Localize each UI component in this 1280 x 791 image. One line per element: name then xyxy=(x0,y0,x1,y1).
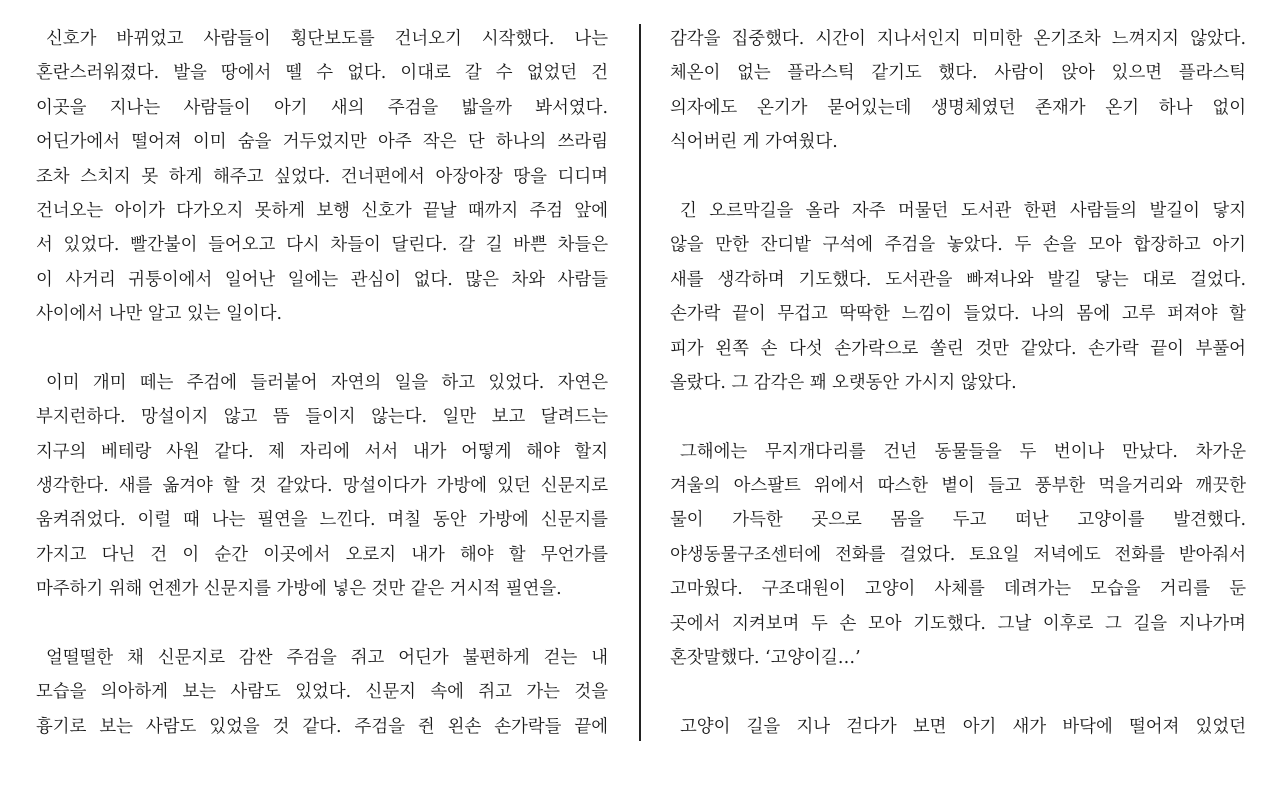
text-line: 겨울의 아스팔트 위에서 따스한 볕이 들고 풍부한 먹을거리와 깨끗한 xyxy=(670,476,1246,497)
text-line: 지구의 베테랑 사원 같다. 제 자리에 서서 내가 어떻게 해야 할지 xyxy=(36,441,608,462)
text-line: 얼떨떨한 채 신문지로 감싼 주검을 쥐고 어딘가 불편하게 걷는 내 xyxy=(46,648,608,669)
text-line: 피가 왼쪽 손 다섯 손가락으로 쏠린 것만 같았다. 손가락 끝이 부풀어 xyxy=(670,338,1246,359)
text-line: 긴 오르막길을 올라 자주 머물던 도서관 한편 사람들의 발길이 닿지 xyxy=(680,200,1246,221)
paragraph-gap xyxy=(36,332,608,366)
paragraph xyxy=(36,641,608,744)
text-line: 야생동물구조센터에 전화를 걸었다. 토요일 저녁에도 전화를 받아줘서 xyxy=(670,544,1246,565)
text-line: 가지고 다닌 건 이 순간 이곳에서 오로지 내가 해야 할 무언가를 xyxy=(36,544,608,565)
left-column xyxy=(36,22,608,744)
column-divider xyxy=(639,24,641,741)
text-line: 이 사거리 귀퉁이에서 일어난 일에는 관심이 없다. 많은 차와 사람들 xyxy=(36,269,608,290)
text-line: 곳에서 지켜보며 두 손 모아 기도했다. 그날 이후로 그 길을 지나가며 xyxy=(670,613,1246,634)
text-line: 건너오는 아이가 다가오지 못하게 보행 신호가 끝날 때까지 주검 앞에 xyxy=(36,200,608,221)
text-line: 모습을 의아하게 보는 사람도 있었다. 신문지 속에 쥐고 가는 것을 xyxy=(36,682,608,703)
paragraph xyxy=(36,366,608,607)
text-line: 부지런하다. 망설이지 않고 뜸 들이지 않는다. 일만 보고 달려드는 xyxy=(36,407,608,428)
paragraph xyxy=(36,22,608,332)
text-line: 체온이 없는 플라스틱 같기도 했다. 사람이 앉아 있으면 플라스틱 xyxy=(670,63,1246,84)
text-line: 의자에도 온기가 묻어있는데 생명체였던 존재가 온기 하나 없이 xyxy=(670,97,1246,118)
text-line: 이곳을 지나는 사람들이 아기 새의 주검을 밟을까 봐서였다. xyxy=(36,97,608,118)
text-line: 신호가 바뀌었고 사람들이 횡단보도를 건너오기 시작했다. 나는 xyxy=(46,29,608,49)
text-line: 고마웠다. 구조대원이 고양이 사체를 데려가는 모습을 거리를 둔 xyxy=(670,579,1246,600)
text-line: 사이에서 나만 알고 있는 일이다. xyxy=(36,304,283,325)
text-line: 올랐다. 그 감각은 꽤 오랫동안 가시지 않았다. xyxy=(670,372,1017,393)
text-line: 식어버린 게 가여웠다. xyxy=(670,132,838,153)
paragraph-gap xyxy=(36,607,608,641)
text-line: 조차 스치지 못 하게 해주고 싶었다. 건너편에서 아장아장 땅을 디디며 xyxy=(36,166,608,187)
paragraph xyxy=(670,710,1246,744)
text-line: 이미 개미 떼는 주검에 들러붙어 자연의 일을 하고 있었다. 자연은 xyxy=(46,372,608,393)
text-line: 흉기로 보는 사람도 있었을 것 같다. 주검을 쥔 왼손 손가락들 끝에 xyxy=(36,716,608,737)
paragraph-gap xyxy=(670,675,1246,709)
text-line: 어딘가에서 떨어져 이미 숨을 거두었지만 아주 작은 단 하나의 쓰라림 xyxy=(36,132,608,153)
paragraph-gap xyxy=(670,160,1246,194)
text-line: 혼란스러워졌다. 발을 땅에서 뗄 수 없다. 이대로 갈 수 없었던 건 xyxy=(36,63,608,84)
text-line: 않을 만한 잔디밭 구석에 주검을 놓았다. 두 손을 모아 합장하고 아기 xyxy=(670,235,1246,256)
right-column xyxy=(670,22,1246,744)
text-line: 마주하기 위해 언젠가 신문지를 가방에 넣은 것만 같은 거시적 필연을. xyxy=(36,579,562,600)
text-line: 새를 생각하며 기도했다. 도서관을 빠져나와 발길 닿는 대로 걸었다. xyxy=(670,269,1246,290)
paragraph-gap xyxy=(670,400,1246,434)
text-line: 고양이 길을 지나 걷다가 보면 아기 새가 바닥에 떨어져 있었던 xyxy=(680,716,1246,737)
text-line: 그해에는 무지개다리를 건넌 동물들을 두 번이나 만났다. 차가운 xyxy=(680,441,1246,462)
text-line: 서 있었다. 빨간불이 들어오고 다시 차들이 달린다. 갈 길 바쁜 차들은 xyxy=(36,235,608,256)
text-line: 생각한다. 새를 옮겨야 할 것 같았다. 망설이다가 가방에 있던 신문지로 xyxy=(36,476,608,497)
paragraph xyxy=(670,194,1246,400)
paragraph xyxy=(670,22,1246,160)
text-line: 물이 가득한 곳으로 몸을 두고 떠난 고양이를 발견했다. xyxy=(670,510,1246,531)
text-line: 혼잣말했다. ‘고양이길…’ xyxy=(670,648,861,669)
paragraph xyxy=(670,435,1246,676)
text-line: 감각을 집중했다. 시간이 지나서인지 미미한 온기조차 느껴지지 않았다. xyxy=(670,29,1246,49)
text-line: 움켜쥐었다. 이럴 때 나는 필연을 느낀다. 며칠 동안 가방에 신문지를 xyxy=(36,510,608,531)
text-line: 손가락 끝이 무겁고 딱딱한 느낌이 들었다. 나의 몸에 고루 퍼져야 할 xyxy=(670,304,1246,325)
